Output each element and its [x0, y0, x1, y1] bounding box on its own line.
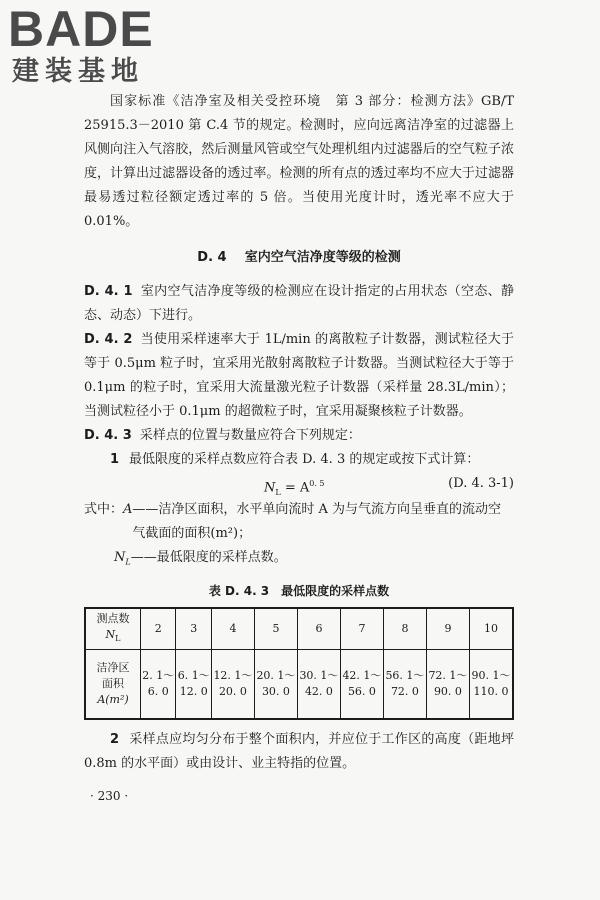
area-to: 110. 0 — [473, 684, 509, 698]
where-symbol-n-letter: N — [114, 550, 126, 565]
table-cell-area — [254, 649, 297, 719]
where-definition-a: ——洁净区面积，水平单向流时 A 为与气流方向呈垂直的流动空气截面的面积(m²)； — [132, 502, 502, 541]
clause-d-4-1 — [84, 280, 514, 328]
area-to: 12. 0 — [179, 684, 208, 698]
section-number: D. 4 — [197, 250, 227, 265]
logo-wordmark: BADE — [8, 1, 154, 57]
table-cell-area — [340, 649, 383, 719]
area-from: 30. 1～ — [299, 668, 339, 682]
page-content — [84, 90, 514, 808]
formula-expression — [264, 472, 325, 505]
table-cell-count: 6 — [297, 608, 340, 650]
table-cell-area — [141, 649, 176, 719]
table-row-areas — [85, 649, 513, 719]
area-from: 72. 1～ — [428, 668, 468, 682]
clause-text: 当使用采样速率大于 1L/min 的离散粒子计数器，测试粒径大于等于 0.5μm 粒子时，宜采用光散射离散粒子计数器。当测试粒径大于等于 0.1μm 的粒子时，宜采用大流量激光粒子计数器（采样量 28.3L/min）；当测试粒径小于 0.1μm 的超微粒子时，宜采用凝聚核粒子计数器。 — [84, 332, 515, 419]
area-from: 56. 1～ — [385, 668, 425, 682]
table-cell-area — [176, 649, 211, 719]
area-from: 6. 1～ — [177, 668, 210, 682]
list-item-1 — [84, 448, 514, 472]
formula-subscript: L — [275, 487, 281, 497]
table-cell-count: 7 — [340, 608, 383, 650]
page-number: · 230 · — [90, 788, 129, 803]
header-area-line-1: 洁净区 — [96, 660, 130, 674]
area-from: 42. 1～ — [342, 668, 382, 682]
formula-symbol-n: N — [264, 480, 276, 496]
list-item-text: 最低限度的采样点数应符合表 D. 4. 3 的规定或按下式计算： — [129, 452, 480, 467]
table-cell-count: 9 — [426, 608, 469, 650]
clause-d-4-3 — [84, 424, 514, 448]
table-cell-count: 4 — [211, 608, 254, 650]
clause-d-4-2 — [84, 328, 514, 424]
where-symbol-a: A — [123, 502, 133, 517]
area-to: 56. 0 — [347, 684, 376, 698]
list-item-text: 采样点应均匀分布于整个面积内，并应位于工作区的高度（距地坪 0.8m 的水平面）或由设计、业主特指的位置。 — [84, 731, 514, 771]
where-label: 式中： — [84, 502, 124, 517]
list-item-number: 2 — [110, 731, 120, 747]
where-a — [84, 498, 514, 546]
list-item-number: 1 — [110, 452, 120, 467]
table-header-area — [85, 649, 141, 719]
clause-text: 室内空气洁净度等级的检测应在设计指定的占用状态（空态、静态、动态）下进行。 — [84, 284, 514, 323]
table-cell-count: 10 — [469, 608, 513, 650]
table-cell-area — [426, 649, 469, 719]
clause-number: D. 4. 3 — [84, 428, 132, 443]
formula-d-4-3-1 — [84, 472, 514, 498]
area-from: 2. 1～ — [142, 668, 175, 682]
table-cell-area — [383, 649, 426, 719]
sampling-points-table — [84, 607, 514, 720]
table-cell-count: 8 — [383, 608, 426, 650]
logo — [8, 2, 188, 88]
header-area-line-2: 面积 — [102, 676, 124, 690]
header-counts-subscript: L — [115, 633, 121, 643]
header-counts-symbol: N — [105, 627, 116, 641]
area-to: 90. 0 — [433, 684, 462, 698]
area-from: 20. 1～ — [256, 668, 296, 682]
header-area-line-3: A(m²) — [97, 692, 129, 706]
area-to: 20. 0 — [218, 684, 247, 698]
clause-text: 采样点的位置与数量应符合下列规定： — [139, 428, 361, 443]
table-cell-count: 5 — [254, 608, 297, 650]
table-header-counts — [85, 608, 141, 650]
table-cell-count: 2 — [141, 608, 176, 650]
where-definition-n: ——最低限度的采样点数。 — [130, 550, 287, 565]
where-symbol-n — [114, 546, 131, 575]
formula-number: (D. 4. 3-1) — [448, 476, 514, 491]
area-to: 30. 0 — [261, 684, 290, 698]
where-nl — [84, 546, 514, 575]
table-cell-area — [297, 649, 340, 719]
logo-subtitle: 建装基地 — [12, 56, 144, 87]
table-row-counts — [85, 608, 513, 650]
intro-paragraph: 国家标准《洁净室及相关受控环境 第 3 部分：检测方法》GB/T 25915.3－2010 第 C.4 节的规定。检测时，应向远离洁净室的过滤器上风侧向注入气溶胶，然后测量风管或空气处理机组内过滤器后的空气粒子浓度，计算出过滤器设备的透过率。检测的所有点的透过率均不应大于过滤器最易透过粒径额定透过率的 5 倍。当使用光度计时，透光率不应大于 0.01%。 — [84, 94, 514, 229]
where-symbol-n-subscript: L — [125, 557, 131, 567]
area-to: 72. 0 — [390, 684, 419, 698]
table-caption: 表 D. 4. 3 最低限度的采样点数 — [208, 583, 390, 598]
area-from: 12. 1～ — [213, 668, 253, 682]
section-title: 室内空气洁净度等级的检测 — [244, 250, 401, 265]
clause-number: D. 4. 1 — [84, 284, 133, 299]
table-cell-area — [469, 649, 513, 719]
formula-exponent: 0. 5 — [309, 479, 325, 488]
table-cell-count: 3 — [176, 608, 211, 650]
area-to: 6. 0 — [147, 684, 169, 698]
area-from: 90. 1～ — [471, 668, 511, 682]
list-item-2 — [84, 728, 514, 776]
area-to: 42. 0 — [304, 684, 333, 698]
section-heading — [84, 246, 514, 270]
table-cell-area — [211, 649, 254, 719]
header-counts-label: 测点数 — [96, 611, 130, 625]
formula-equals: = A — [280, 480, 310, 496]
clause-number: D. 4. 2 — [84, 332, 133, 347]
